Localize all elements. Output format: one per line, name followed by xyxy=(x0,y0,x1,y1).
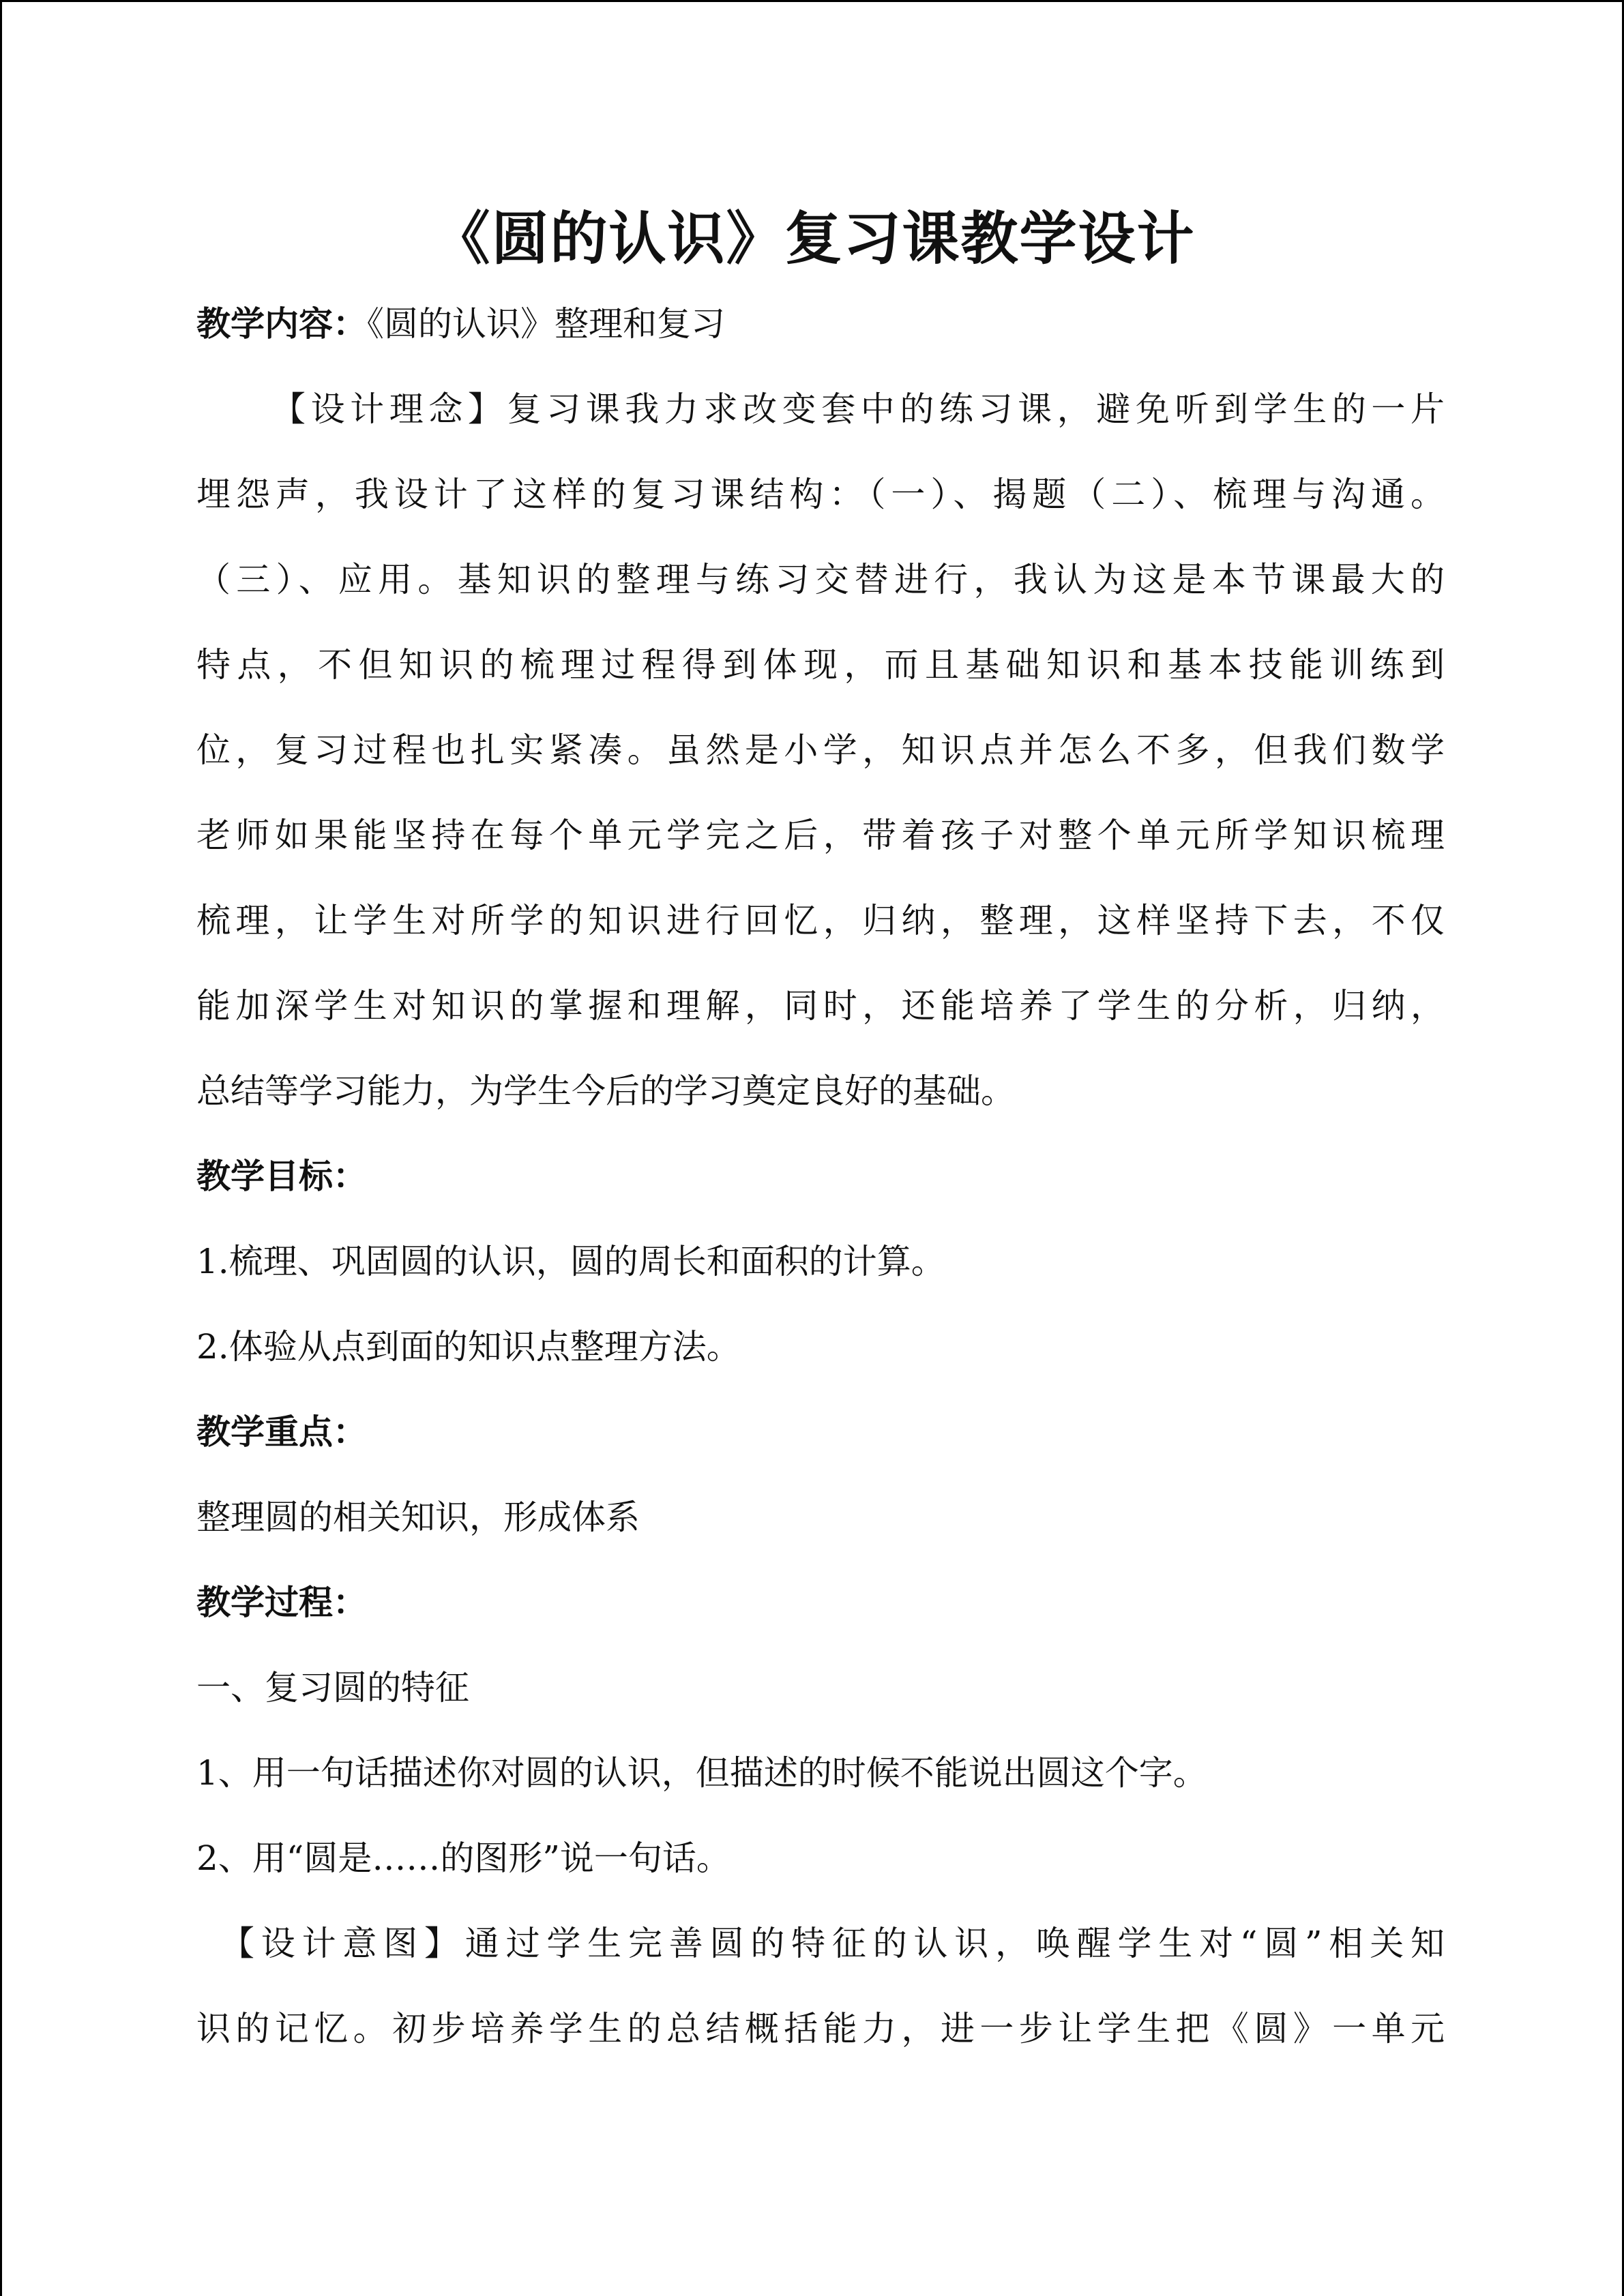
section-1-heading: 一、复习圆的特征 xyxy=(196,1668,469,1708)
goal-item-1: 1.梳理、巩固圆的认识，圆的周长和面积的计算。 xyxy=(196,1242,945,1281)
step-2: 2、用“圆是……的图形”说一句话。 xyxy=(196,1838,730,1878)
design-concept-line-4: 特点，不但知识的梳理过程得到体现，而且基础知识和基本技能训练到 xyxy=(196,645,1445,685)
design-intent-line-2: 识的记忆。初步培养学生的总结概括能力，进一步让学生把《圆》一单元 xyxy=(196,2009,1445,2048)
key-points-text: 整理圆的相关知识，形成体系 xyxy=(196,1497,640,1537)
process-heading: 教学过程： xyxy=(196,1582,367,1622)
design-concept-line-7: 梳理，让学生对所学的知识进行回忆，归纳，整理，这样坚持下去，不仅 xyxy=(196,901,1445,940)
design-concept-line-1: 【设计理念】复习课我力求改变套中的练习课，避免听到学生的一片 xyxy=(271,389,1445,429)
design-intent-line-1: 【设计意图】通过学生完善圆的特征的认识，唤醒学生对“圆”相关知 xyxy=(220,1924,1445,1963)
design-concept-line-3: （三）、应用。基知识的整理与练习交替进行，我认为这是本节课最大的 xyxy=(196,560,1445,599)
design-concept-line-9: 总结等学习能力，为学生今后的学习奠定良好的基础。 xyxy=(196,1071,1015,1111)
design-concept-line-6: 老师如果能坚持在每个单元学完之后，带着孩子对整个单元所学知识梳理 xyxy=(196,816,1445,855)
teaching-content-value: 《圆的认识》整理和复习 xyxy=(367,304,725,344)
document-title: 《圆的认识》复习课教学设计 xyxy=(432,205,1196,272)
design-concept-line-5: 位，复习过程也扎实紧凑。虽然是小学，知识点并怎么不多，但我们数学 xyxy=(196,730,1445,770)
key-points-heading: 教学重点： xyxy=(196,1412,367,1452)
design-concept-line-2: 埋怨声，我设计了这样的复习课结构：（一）、揭题（二）、梳理与沟通。 xyxy=(196,475,1445,514)
goals-heading: 教学目标： xyxy=(196,1156,367,1196)
design-concept-line-8: 能加深学生对知识的掌握和理解，同时，还能培养了学生的分析，归纳， xyxy=(196,986,1445,1026)
step-1: 1、用一句话描述你对圆的认识，但描述的时候不能说出圆这个字。 xyxy=(196,1753,1207,1793)
teaching-content xyxy=(196,297,1445,351)
teaching-content-label: 教学内容： xyxy=(196,303,367,344)
goal-item-2: 2.体验从点到面的知识点整理方法。 xyxy=(196,1327,741,1367)
